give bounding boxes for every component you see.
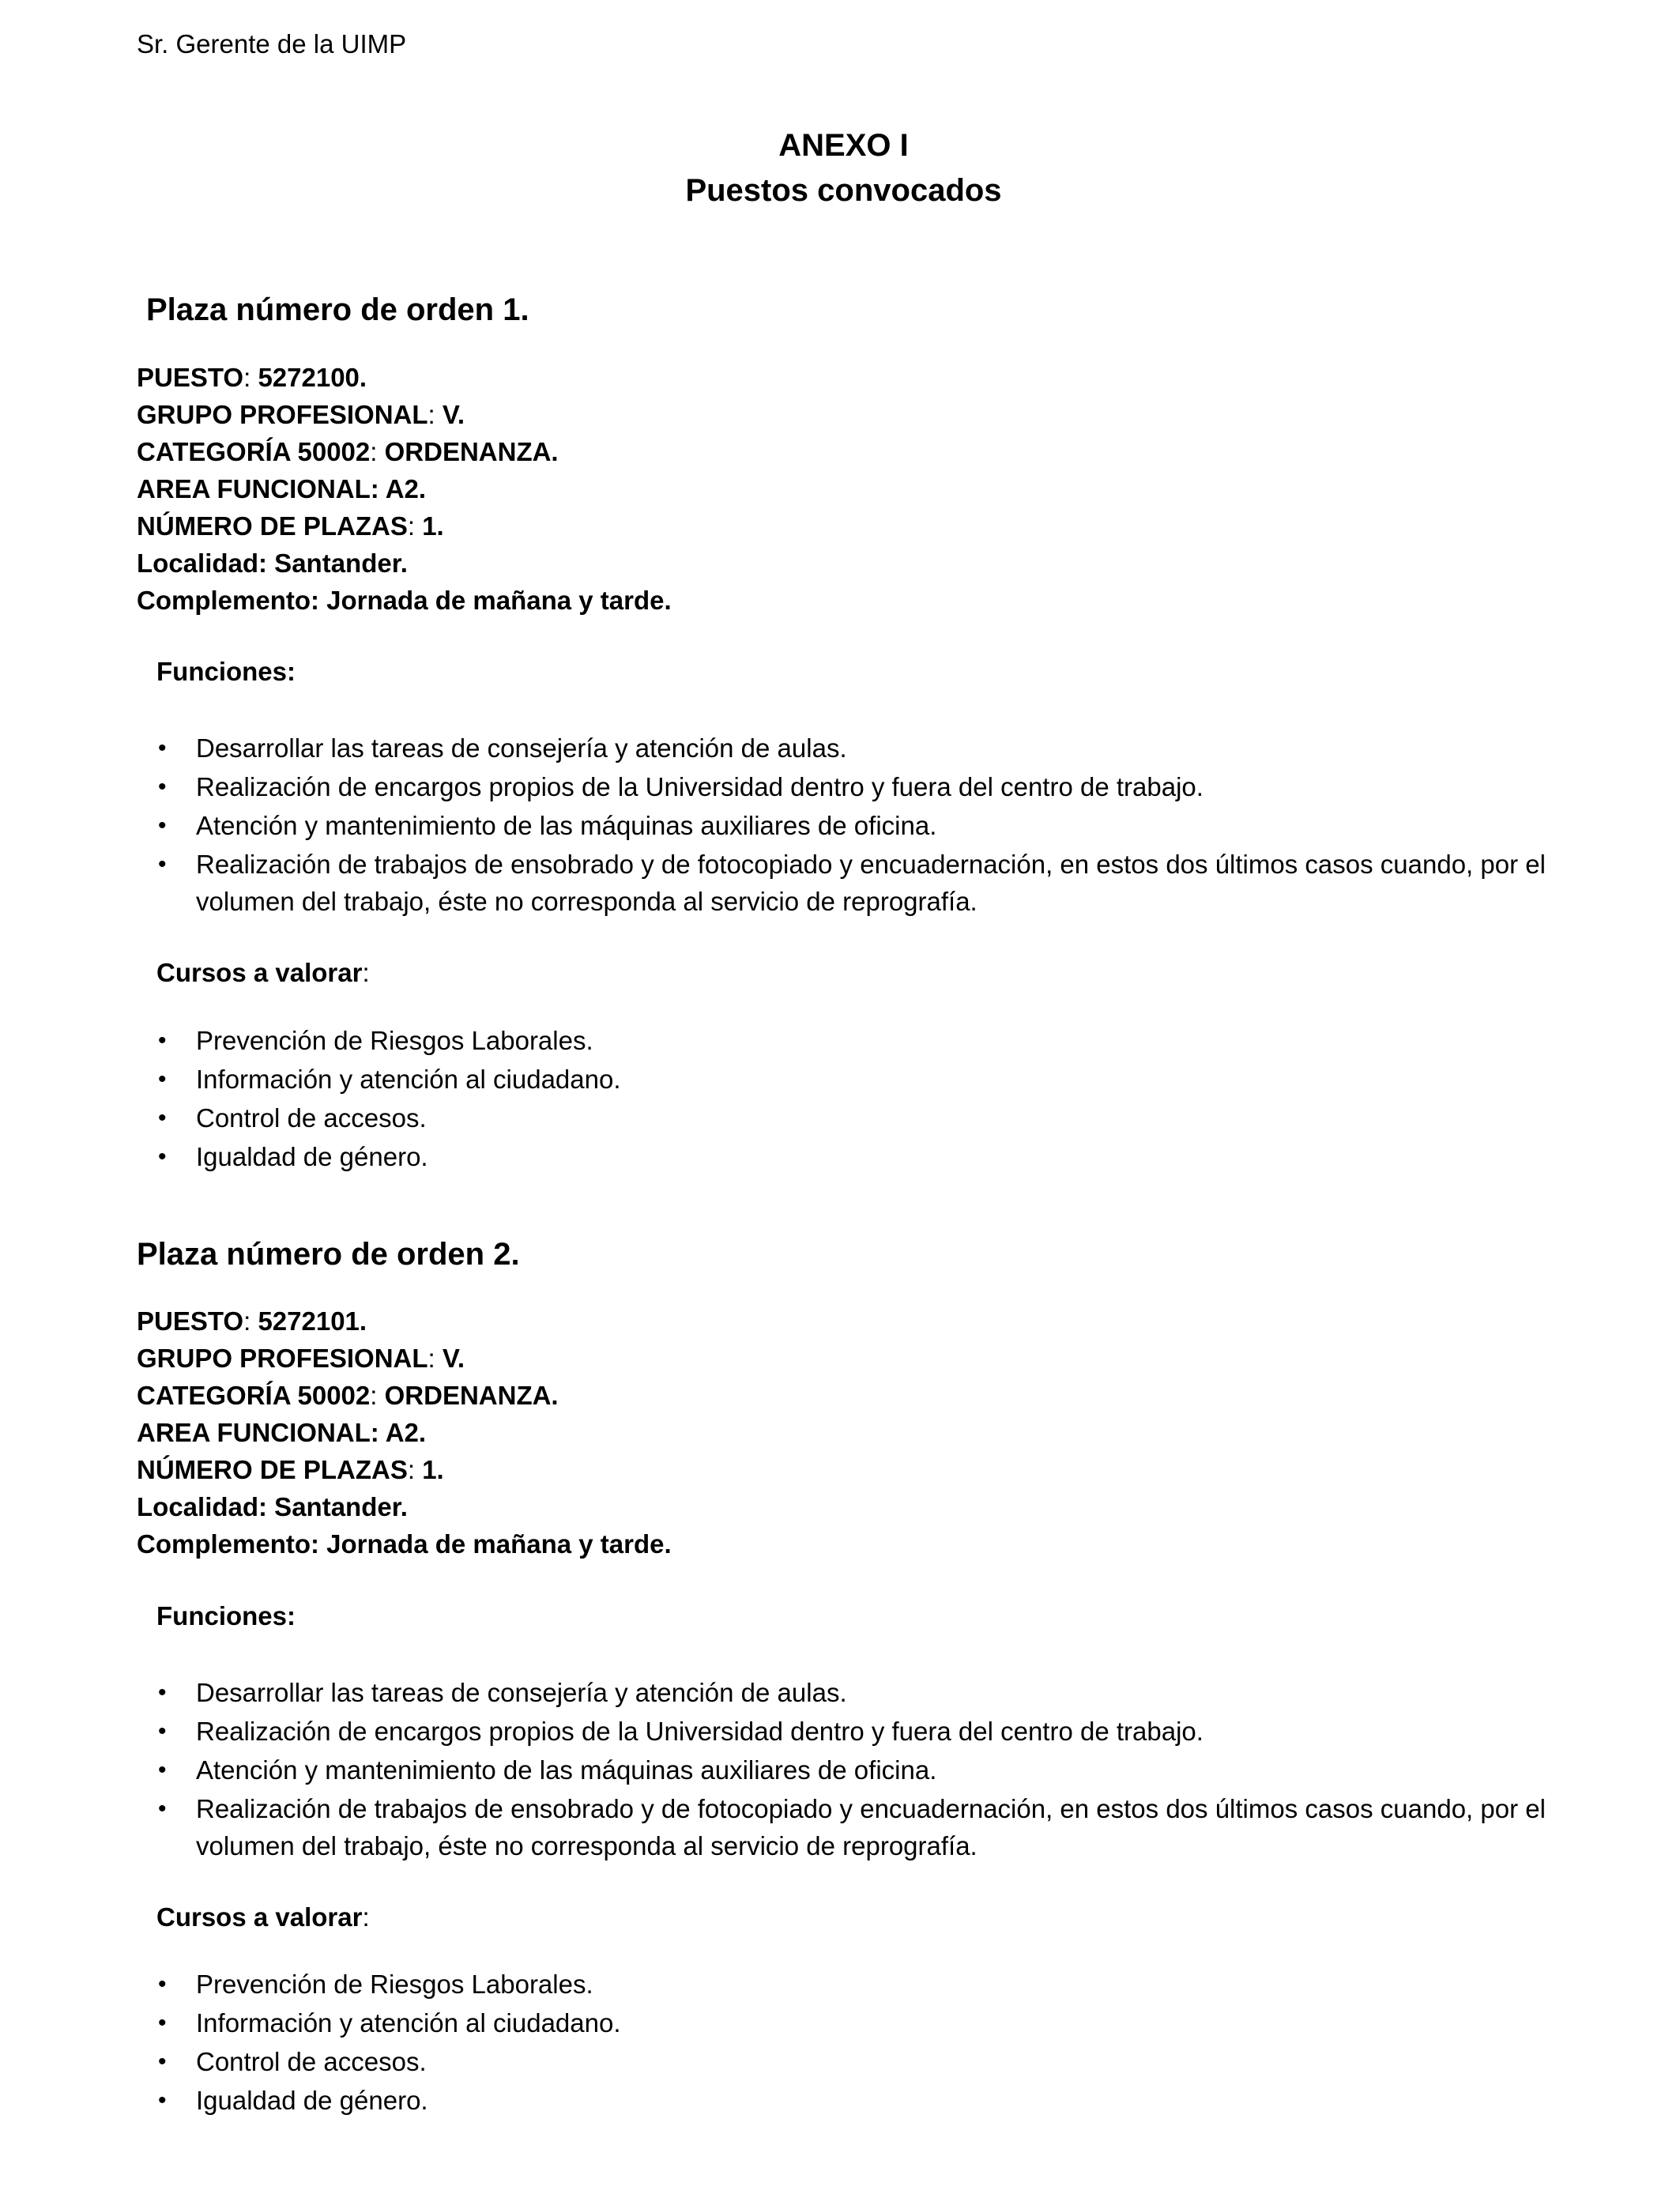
bullet-icon: • (158, 1027, 167, 1054)
bullet-icon: • (158, 851, 167, 877)
recipient-line: Sr. Gerente de la UIMP (137, 29, 407, 58)
list-item: • Atención y mantenimiento de las máquinas auxiliares de oficina. (156, 1751, 1571, 1789)
funciones-label: Funciones: (156, 657, 296, 686)
cursos-list (156, 1966, 1571, 2120)
cursos-label: Cursos a valorar: (156, 958, 370, 987)
field-categoria: CATEGORÍA 50002: ORDENANZA. (137, 437, 559, 466)
list-item: • Control de accesos. (156, 2043, 1571, 2080)
bullet-icon: • (158, 1796, 167, 1822)
list-item: • Prevención de Riesgos Laborales. (156, 1022, 1571, 1059)
field-numero-plazas: NÚMERO DE PLAZAS: 1. (137, 1455, 444, 1484)
list-item: • Desarrollar las tareas de consejería y atención de aulas. (156, 729, 1571, 767)
bullet-icon: • (158, 1679, 167, 1706)
list-item: • Control de accesos. (156, 1099, 1571, 1137)
bullet-icon: • (158, 1757, 167, 1783)
field-localidad: Localidad: Santander. (137, 1492, 408, 1521)
funciones-label: Funciones: (156, 1601, 296, 1630)
bullet-icon: • (158, 774, 167, 800)
annex-title: ANEXO I (778, 128, 909, 163)
list-item: • Igualdad de género. (156, 1138, 1571, 1175)
field-grupo-profesional: GRUPO PROFESIONAL: V. (137, 1344, 465, 1373)
list-item: • Información y atención al ciudadano. (156, 2004, 1571, 2041)
list-item: • Realización de trabajos de ensobrado y de fotocopiado y encuadernación, en estos dos últimos casos cuando, por el volumen del trabajo, éste no corresponda al servicio de reprografía. (156, 846, 1571, 920)
list-item: • Realización de trabajos de ensobrado y de fotocopiado y encuadernación, en estos dos últimos casos cuando, por el volumen del trabajo, éste no corresponda al servicio de reprografía. (156, 1790, 1571, 1864)
bullet-icon: • (158, 2087, 167, 2113)
plaza-heading: Plaza número de orden 2. (137, 1237, 520, 1272)
bullet-icon: • (158, 1105, 167, 1131)
field-numero-plazas: NÚMERO DE PLAZAS: 1. (137, 511, 444, 541)
field-grupo-profesional: GRUPO PROFESIONAL: V. (137, 400, 465, 429)
cursos-list (156, 1022, 1571, 1177)
bullet-icon: • (158, 1971, 167, 1997)
list-item: • Información y atención al ciudadano. (156, 1061, 1571, 1098)
bullet-icon: • (158, 1066, 167, 1092)
field-puesto: PUESTO: 5272100. (137, 363, 367, 392)
bullet-icon: • (158, 735, 167, 761)
field-complemento: Complemento: Jornada de mañana y tarde. (137, 586, 672, 615)
list-item: • Realización de encargos propios de la Universidad dentro y fuera del centro de trabajo. (156, 768, 1571, 805)
field-categoria: CATEGORÍA 50002: ORDENANZA. (137, 1381, 559, 1410)
bullet-icon: • (158, 812, 167, 839)
bullet-icon: • (158, 2010, 167, 2036)
funciones-list (156, 1674, 1571, 1866)
list-item: • Realización de encargos propios de la Universidad dentro y fuera del centro de trabajo. (156, 1713, 1571, 1750)
plaza-heading: Plaza número de orden 1. (146, 292, 529, 327)
cursos-label: Cursos a valorar: (156, 1902, 370, 1932)
field-area-funcional: AREA FUNCIONAL: A2. (137, 1418, 427, 1447)
list-item: • Igualdad de género. (156, 2082, 1571, 2119)
plaza-fields (137, 1302, 672, 1563)
bullet-icon: • (158, 1144, 167, 1170)
title-block (0, 123, 1680, 213)
field-area-funcional: AREA FUNCIONAL: A2. (137, 474, 427, 503)
plaza-fields (137, 359, 672, 619)
annex-subtitle: Puestos convocados (685, 173, 1002, 208)
field-complemento: Complemento: Jornada de mañana y tarde. (137, 1529, 672, 1559)
field-localidad: Localidad: Santander. (137, 548, 408, 578)
funciones-list (156, 729, 1571, 922)
list-item: • Atención y mantenimiento de las máquinas auxiliares de oficina. (156, 807, 1571, 844)
list-item: • Desarrollar las tareas de consejería y atención de aulas. (156, 1674, 1571, 1711)
bullet-icon: • (158, 1718, 167, 1744)
list-item: • Prevención de Riesgos Laborales. (156, 1966, 1571, 2003)
bullet-icon: • (158, 2049, 167, 2075)
field-puesto: PUESTO: 5272101. (137, 1306, 367, 1336)
